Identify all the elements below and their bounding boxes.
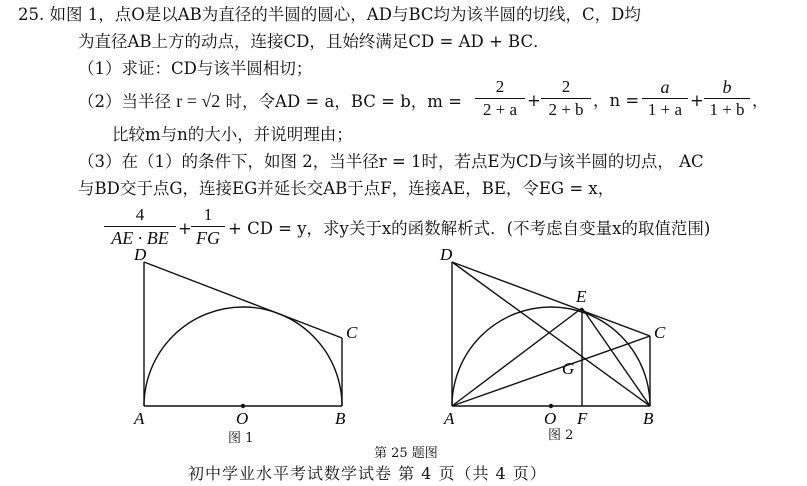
fraction-bar	[541, 98, 591, 99]
part-1: （1）求证：CD与该半圆相切；	[78, 59, 313, 78]
label-o: O	[236, 409, 249, 426]
label-e: E	[576, 287, 587, 306]
fraction-n-2	[704, 78, 750, 119]
label-b: B	[643, 409, 654, 426]
label-o: O	[544, 409, 557, 426]
fraction-denominator: 1 + b	[709, 100, 745, 119]
label-b: B	[335, 409, 346, 426]
label-f: F	[577, 409, 588, 426]
problem-line-1	[18, 4, 641, 26]
part-2-mid: 时，令AD = a，BC = b，m =	[225, 92, 462, 111]
fraction-p3-1	[104, 206, 176, 247]
label-c: C	[654, 323, 666, 342]
figure-2	[432, 246, 682, 426]
figure-group-caption: 第 25 题图	[374, 446, 438, 461]
plus-sign: +	[690, 91, 704, 110]
center-point-o	[549, 404, 553, 408]
segment-ae	[452, 308, 582, 406]
fraction-numerator: 1	[203, 205, 213, 224]
part-3-line-3: + CD = y，求y关于x的函数解析式．(不考虑自变量x的取值范围)	[228, 219, 711, 238]
label-d: D	[134, 246, 147, 264]
fraction-bar	[704, 98, 750, 99]
fraction-denominator: AE · BE	[111, 228, 169, 248]
part-2-label: （2）当半径	[78, 92, 171, 111]
fraction-bar	[104, 226, 176, 227]
problem-line-2: 为直径AB上方的动点，连接CD，且始终满足CD = AD + BC．	[78, 32, 550, 51]
part-3-line-1: （3）在（1）的条件下，如图 2，当半径r = 1时，若点E为CD与该半圆的切点， AC	[78, 152, 704, 171]
fraction-n-1	[642, 78, 688, 119]
fraction-bar	[191, 226, 225, 227]
page-footer: 初中学业水平考试数学试卷 第 4 页（共 4 页）	[188, 464, 547, 483]
fraction-denominator: FG	[196, 228, 220, 248]
fraction-numerator: 2	[561, 77, 571, 96]
fraction-bar	[642, 98, 688, 99]
figure-1-caption: 图 1	[228, 431, 254, 446]
segment-ac	[452, 336, 650, 406]
center-point-o	[241, 404, 245, 408]
semicircle-arc	[452, 307, 650, 406]
fraction-numerator: 2	[495, 77, 505, 96]
label-d: D	[440, 246, 453, 264]
figure-2-caption: 图 2	[548, 428, 574, 443]
part-3-line-2: 与BD交于点G，连接EG并延长交AB于点F，连接AE，BE，令EG = x，	[78, 179, 615, 198]
plus-sign: +	[527, 91, 541, 110]
fraction-bar	[475, 98, 525, 99]
fraction-denominator: 1 + a	[647, 100, 683, 119]
part-2-question: 比较m与n的大小，并说明理由；	[112, 125, 353, 144]
fraction-numerator: b	[722, 77, 732, 97]
fraction-p3-2	[191, 206, 225, 247]
fraction-m-2	[541, 78, 591, 119]
problem-statement-1: 如图 1，点O是以AB为直径的半圆的圆心，AD与BC均为该半圆的切线，C，D均	[49, 5, 641, 24]
segment-cd	[144, 262, 342, 338]
label-c: C	[346, 323, 358, 342]
part-2-prefix	[78, 90, 462, 113]
figure-1	[120, 246, 370, 426]
n-label: ，n =	[593, 91, 640, 110]
label-a: A	[444, 409, 455, 426]
plus-sign: +	[178, 219, 192, 238]
semicircle-arc	[144, 307, 342, 406]
fraction-numerator: a	[660, 77, 670, 97]
fraction-denominator: 2 + b	[548, 100, 584, 119]
segment-cd	[452, 262, 650, 336]
label-g: G	[562, 359, 575, 378]
part-2-tail: ，	[752, 91, 769, 110]
fraction-numerator: 4	[135, 205, 145, 224]
fraction-denominator: 2 + a	[482, 100, 518, 119]
label-a: A	[134, 409, 145, 426]
part-2-radius: r = √2	[176, 91, 221, 111]
fraction-m-1	[475, 78, 525, 119]
problem-number: 25.	[18, 5, 45, 24]
